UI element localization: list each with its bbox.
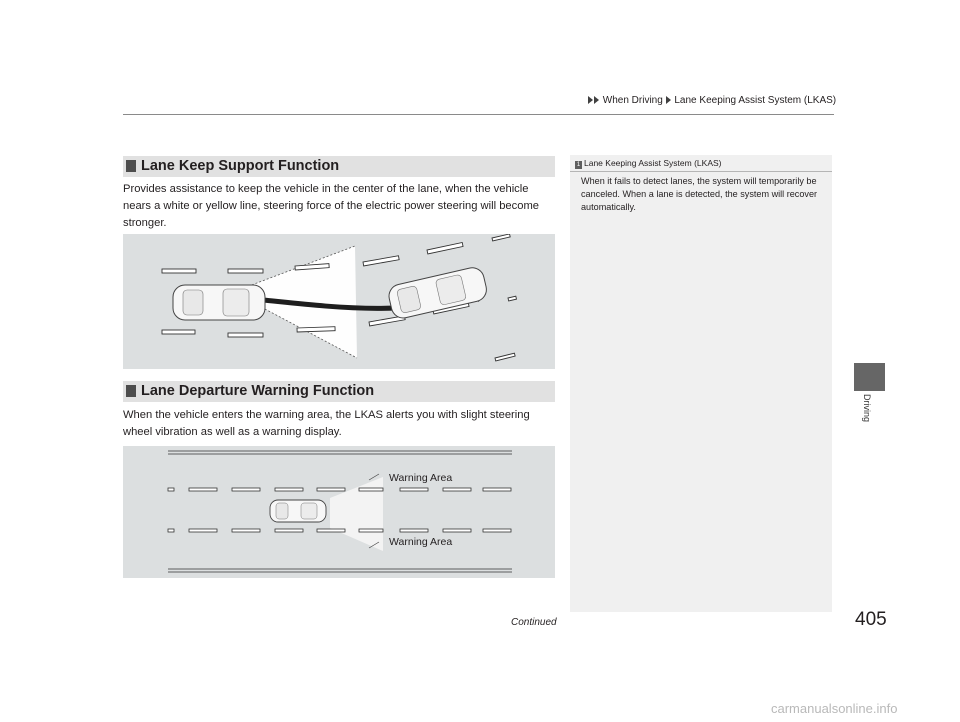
section-bullet-icon bbox=[126, 160, 136, 172]
header-rule bbox=[123, 114, 834, 115]
warning-area-label-top: Warning Area bbox=[389, 472, 453, 484]
side-note-title bbox=[575, 158, 722, 169]
breadcrumb bbox=[588, 95, 836, 106]
arrow-icon bbox=[588, 96, 593, 104]
continued-label: Continued bbox=[511, 617, 557, 628]
side-note-text: When it fails to detect lanes, the system will temporarily be canceled. When a lane is detected, the system will recover automatically. bbox=[581, 176, 818, 212]
section-title: Lane Keep Support Function bbox=[141, 158, 340, 174]
breadcrumb-item-when-driving[interactable]: When Driving bbox=[602, 95, 663, 106]
arrow-icon bbox=[666, 96, 671, 104]
car-icon bbox=[270, 500, 326, 522]
lane-keep-illustration bbox=[123, 234, 555, 369]
section-header-lane-keep bbox=[123, 156, 555, 177]
lane-departure-description: When the vehicle enters the warning area, the LKAS alerts you with slight steering wheel vibration as well as a warning display. bbox=[123, 409, 530, 438]
side-note-panel bbox=[570, 155, 832, 612]
side-note-title-text: Lane Keeping Assist System (LKAS) bbox=[584, 158, 722, 168]
arrow-icon bbox=[594, 96, 599, 104]
chapter-tab[interactable] bbox=[854, 363, 885, 391]
car-icon bbox=[173, 285, 265, 320]
page-number: 405 bbox=[855, 609, 887, 630]
chapter-tab-label: Driving bbox=[862, 394, 872, 423]
section-title: Lane Departure Warning Function bbox=[141, 383, 375, 399]
section-bullet-icon bbox=[126, 385, 136, 397]
lane-departure-illustration bbox=[123, 446, 555, 578]
section-header-lane-departure bbox=[123, 381, 555, 402]
side-note-rule bbox=[570, 171, 832, 172]
warning-area-label-bottom: Warning Area bbox=[389, 536, 453, 548]
lane-keep-description: Provides assistance to keep the vehicle in the center of the lane, when the vehicle nears a white or yellow line, steering force of the electric power steering will become stronger. bbox=[123, 183, 539, 229]
breadcrumb-item-lkas[interactable]: Lane Keeping Assist System (LKAS) bbox=[674, 95, 837, 106]
note-number-badge: 1 bbox=[576, 162, 581, 168]
watermark: carmanualsonline.info bbox=[771, 701, 898, 716]
